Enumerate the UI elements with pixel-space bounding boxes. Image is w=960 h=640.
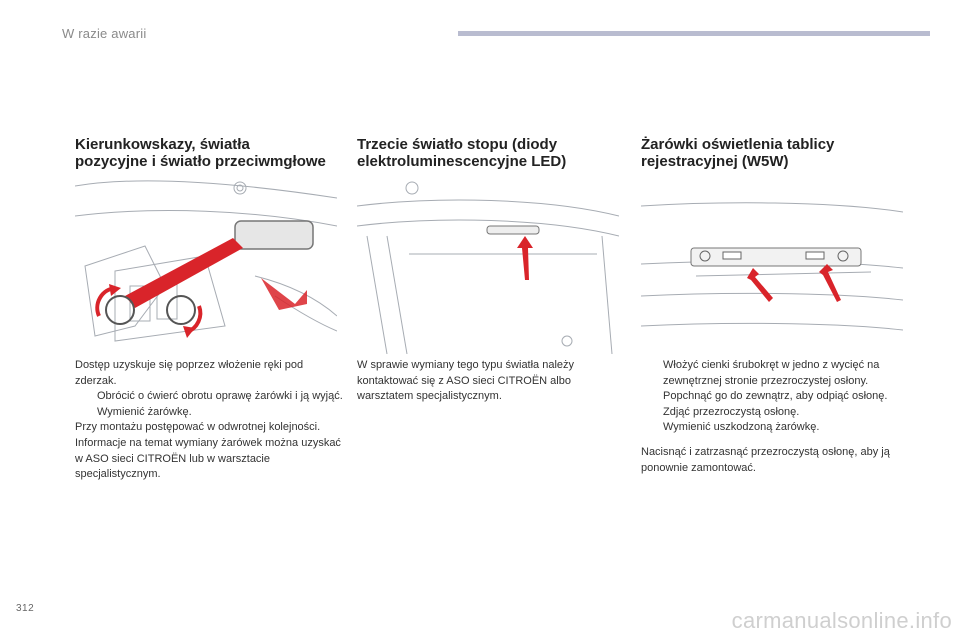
body-text: Przy montażu postępować w odwrotnej kolejności. — [75, 421, 321, 434]
section-text-plate-lamps — [641, 358, 909, 476]
f-bullet-icon — [641, 358, 663, 389]
license-plate-lamp-illustration — [641, 176, 903, 354]
rear-window-brake-light-illustration — [357, 176, 619, 354]
section-text-brake-light — [357, 358, 625, 405]
watermark-text: carmanualsonline.info — [731, 608, 952, 633]
pointer-arrow-icon — [747, 268, 773, 302]
f-bullet-icon — [641, 405, 663, 421]
f-bullet-icon — [641, 389, 663, 405]
pointer-arrow-icon — [517, 236, 533, 280]
bullet-item: Włożyć cienki śrubokręt w jedno z wycięć na zewnętrznej stronie przezroczystej osłony. — [641, 358, 909, 389]
bullet-item: Zdjąć przezroczystą osłonę. — [641, 405, 909, 421]
header-bar — [458, 31, 930, 36]
bullet-item: Wymienić uszkodzoną żarówkę. — [641, 420, 909, 436]
pointer-arrow-icon — [819, 264, 841, 302]
bullet-item: Popchnąć go do zewnątrz, aby odpiąć osłonę. — [641, 389, 909, 405]
section-text-turn-signals — [75, 358, 343, 483]
f-bullet-icon — [75, 389, 97, 405]
page-number: 312 — [16, 603, 35, 614]
rotate-arrow-icon — [97, 284, 134, 324]
rear-bumper-lamp-illustration — [75, 176, 337, 354]
f-bullet-icon — [641, 420, 663, 436]
body-text: Informacje na temat wymiany żarówek można uzyskać w ASO sieci CITROËN lub w warsztacie specjalistycznym. — [75, 436, 341, 481]
section-heading: Żarówki oświetlenia tablicy rejestracyjnej (W5W) — [641, 136, 835, 170]
intro-text: Dostęp uzyskuje się poprzez włożenie ręki pod zderzak. — [75, 359, 304, 387]
intro-text: W sprawie wymiany tego typu światła należy kontaktować się z ASO sieci CITROËN albo warsztatem specjalistycznym. — [357, 359, 575, 403]
body-text: Nacisnąć i zatrzasnąć przezroczystą osłonę, aby ją ponownie zamontować. — [641, 445, 890, 474]
section-heading: Trzecie światło stopu (diody elektroluminescencyjne LED) — [357, 136, 567, 170]
header-title: W razie awarii — [62, 26, 147, 41]
section-plate-lamps — [641, 136, 903, 354]
spacer — [641, 436, 909, 445]
section-third-brake-light — [357, 136, 619, 354]
section-turn-signals — [75, 136, 337, 354]
bullet-item: Wymienić żarówkę. — [75, 405, 343, 421]
bullet-item: Obrócić o ćwierć obrotu oprawę żarówki i ją wyjąć. — [75, 389, 343, 405]
section-heading: Kierunkowskazy, światła pozycyjne i światło przeciwmgłowe — [75, 136, 326, 170]
f-bullet-icon — [75, 405, 97, 421]
